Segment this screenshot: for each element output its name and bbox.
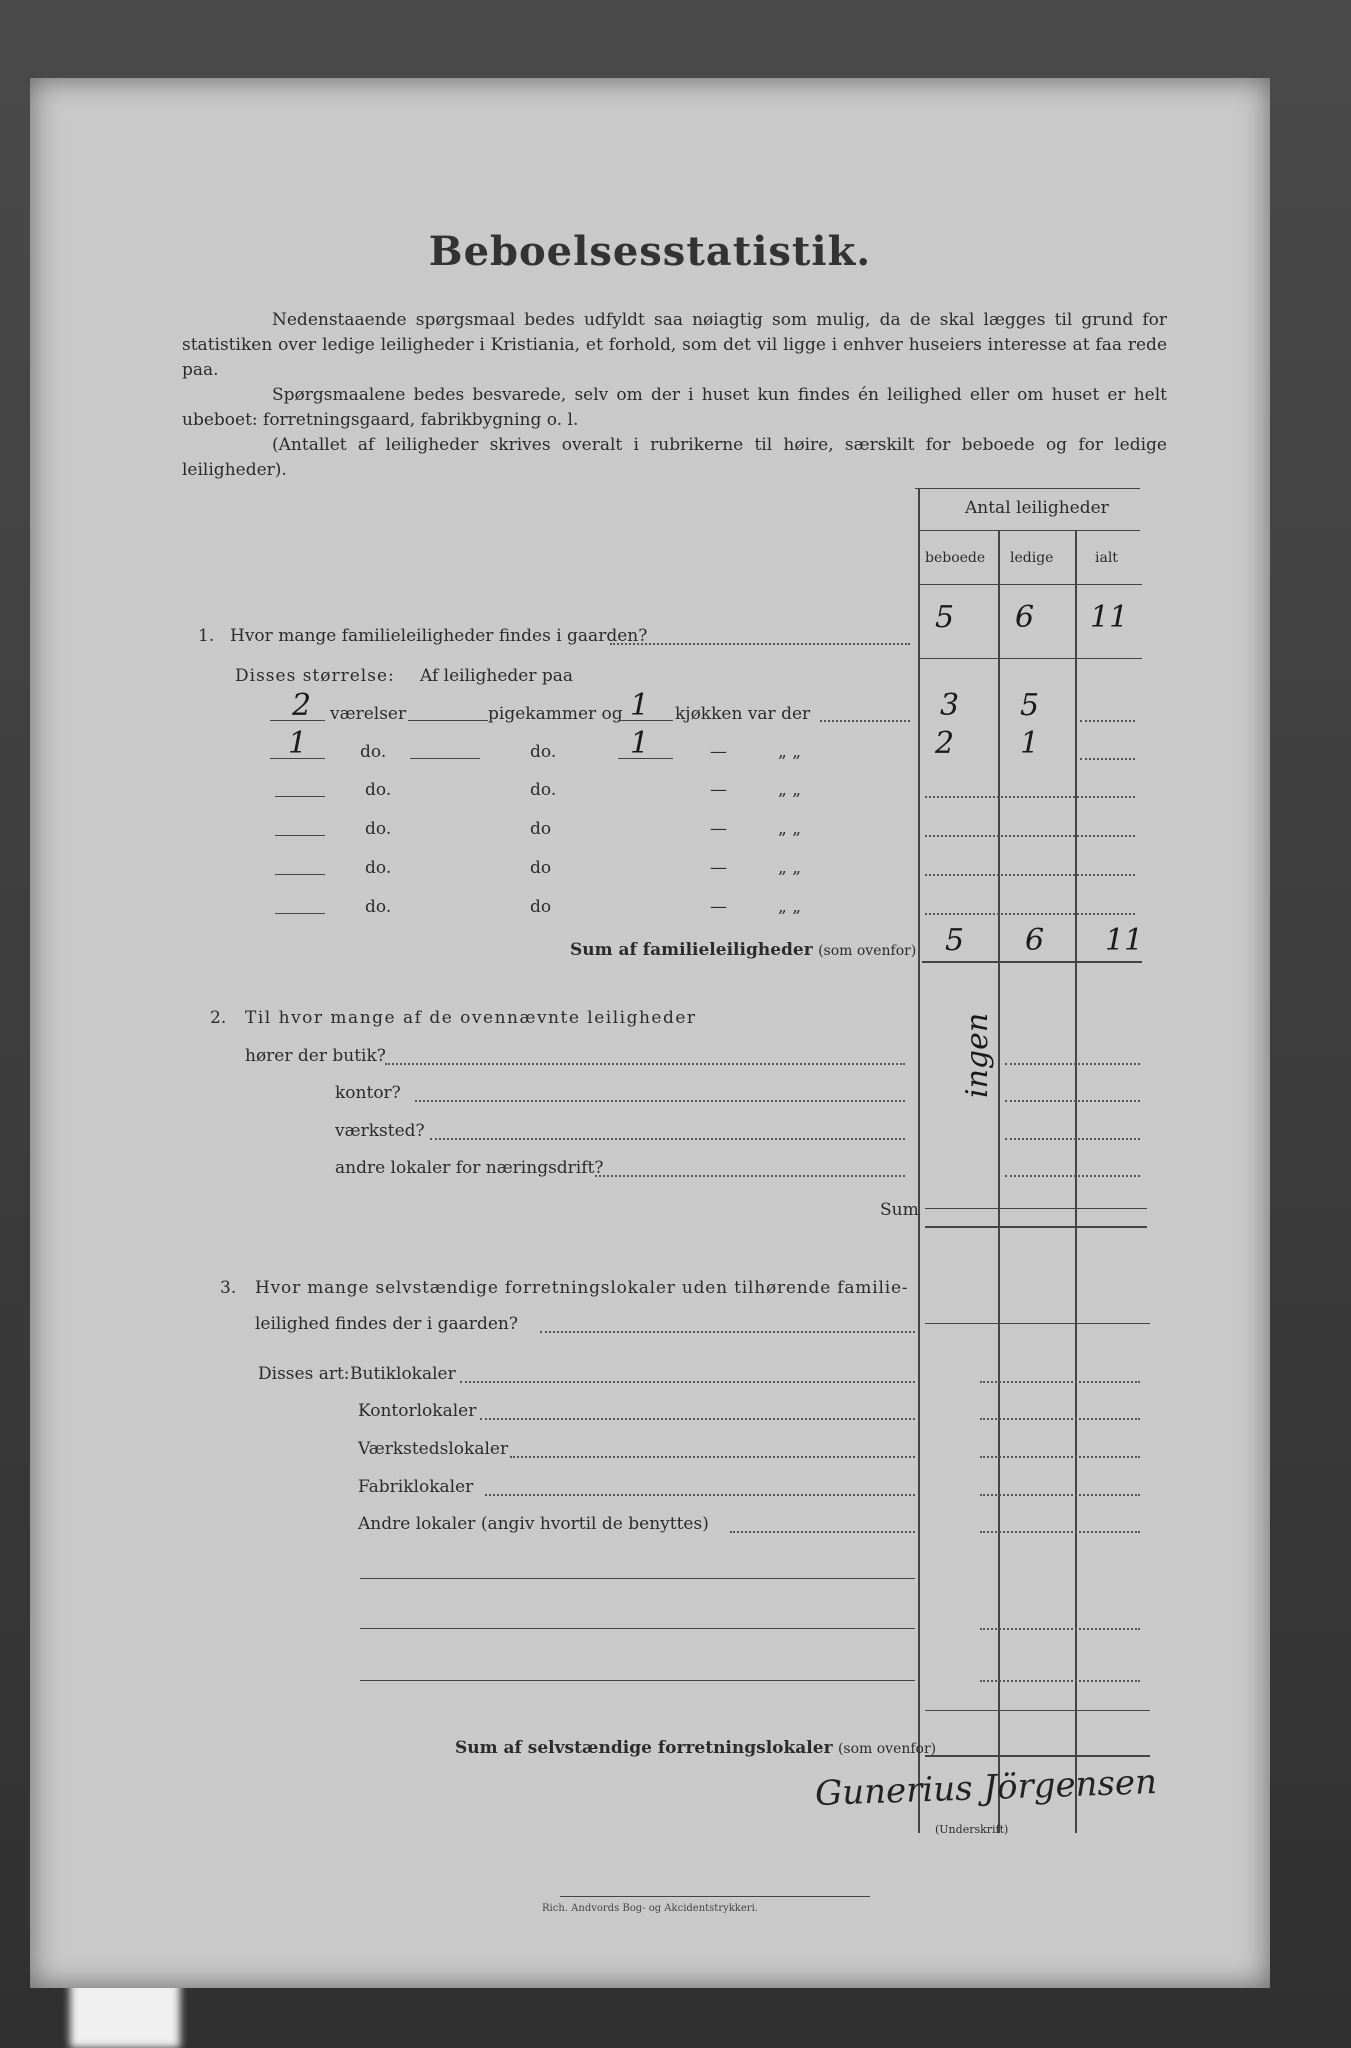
row6-dots: [925, 913, 1135, 915]
q1-sum-ledige: 6: [1025, 923, 1045, 958]
q1-sum-rule: [922, 961, 1142, 963]
q2-col-dots-2: [1005, 1100, 1140, 1102]
q3-question-2: leilighed findes der i gaarden?: [255, 1314, 518, 1334]
q3-answer-rule: [925, 1323, 1150, 1324]
q3-item-andre: Andre lokaler (angiv hvortil de benyttes): [358, 1514, 709, 1534]
row2-ledige: 1: [1020, 726, 1040, 761]
q1-ialt: 11: [1090, 600, 1129, 635]
q2-kontor: kontor?: [335, 1083, 401, 1103]
q2-sum-top-rule: [925, 1208, 1147, 1209]
q3-item-vaerksted: Værkstedslokaler: [358, 1439, 509, 1459]
row1-kitchen-line: [618, 720, 673, 721]
q2-vaerksted: værksted?: [335, 1121, 425, 1141]
q2-col-dots-3: [1005, 1138, 1140, 1140]
row4-dash: —: [710, 819, 727, 839]
row2-rooms: 1: [288, 726, 308, 761]
row5-quote: „ „: [778, 858, 802, 878]
q1-answer-rule: [920, 658, 1142, 659]
q3-col-dots-2: [980, 1418, 1140, 1420]
q2-kontor-dots: [415, 1100, 905, 1102]
q1-beboede: 5: [935, 600, 955, 635]
row4-do2: do: [530, 819, 552, 839]
row2-quote: „ „: [778, 742, 802, 762]
row1-vaerelser: værelser: [330, 704, 407, 724]
q1-leader-dots: [610, 643, 910, 645]
table-subheader-rule: [920, 584, 1142, 585]
col-ialt: ialt: [1095, 550, 1118, 566]
row2-rooms-line: [270, 758, 325, 759]
q3-item-kontor-dots: [480, 1418, 915, 1420]
q3-blank-line-3: [360, 1680, 915, 1681]
q1-af-leiligheder: Af leiligheder paa: [420, 666, 573, 686]
row6-do: do.: [365, 897, 392, 917]
q1-number: 1.: [198, 626, 215, 646]
form-page: [30, 78, 1270, 1988]
q1-sum-suffix: (som ovenfor): [818, 943, 917, 959]
col-ledige: ledige: [1010, 550, 1054, 566]
q3-item-kontor: Kontorlokaler: [358, 1401, 477, 1421]
table-col-divider-2: [1075, 530, 1077, 1833]
row4-dots: [925, 835, 1135, 837]
signature-label: (Underskrift): [935, 1823, 1009, 1836]
q3-disses: Disses art:: [258, 1364, 350, 1384]
row5-dots: [925, 874, 1135, 876]
row1-kitchen: 1: [630, 688, 650, 723]
row3-line: [275, 796, 325, 797]
row1-beboede: 3: [940, 688, 960, 723]
table-group-header: Antal leiligheder: [965, 498, 1109, 518]
q3-col-dots-6: [980, 1628, 1140, 1630]
q3-item-fabrik: Fabriklokaler: [358, 1477, 474, 1497]
row2-kitchen-line: [618, 758, 673, 759]
table-left-border: [918, 488, 920, 1833]
row3-dash: —: [710, 780, 727, 800]
q3-blank-line-1: [360, 1578, 915, 1579]
row2-dash: —: [710, 742, 727, 762]
q3-item-butik-dots: [460, 1381, 915, 1383]
q3-sum-suffix: (som ovenfor): [837, 1741, 937, 1757]
q2-question: Til hvor mange af de ovennævnte leiligheder: [245, 1008, 697, 1028]
q3-item-vaerksted-dots: [510, 1456, 915, 1458]
row1-ialt-dots: [1080, 720, 1135, 722]
q3-blank-line-2: [360, 1628, 915, 1629]
q3-sum-top-rule: [925, 1710, 1150, 1711]
q3-item-fabrik-dots: [485, 1494, 915, 1496]
q3-question-1: Hvor mange selvstændige forretningslokaler uden tilhørende familie-: [255, 1278, 909, 1298]
row2-ialt-dots: [1080, 758, 1135, 760]
q3-col-dots-7: [980, 1680, 1140, 1682]
row1-pige-line: [408, 720, 488, 721]
q1-sum-beboede: 5: [945, 923, 965, 958]
printer-footer: Rich. Andvords Bog- og Akcidentstrykkeri.: [542, 1903, 758, 1914]
q2-butik-dots: [385, 1063, 905, 1065]
row1-pigekammer: pigekammer og: [488, 704, 623, 724]
row5-dash: —: [710, 858, 727, 878]
q3-dots: [540, 1331, 915, 1333]
q1-ledige: 6: [1015, 600, 1035, 635]
q3-item-andre-dots: [730, 1531, 915, 1533]
row3-quote: „ „: [778, 780, 802, 800]
row6-quote: „ „: [778, 897, 802, 917]
q1-question: Hvor mange familieleiligheder findes i gaarden?: [230, 626, 648, 646]
row4-line: [275, 835, 325, 836]
footer-rule: [560, 1896, 870, 1897]
col-beboede: beboede: [925, 550, 986, 566]
row5-do2: do: [530, 858, 552, 878]
table-top-rule: [915, 488, 1140, 489]
row1-rooms: 2: [292, 688, 312, 723]
row2-do: do.: [360, 742, 387, 762]
q2-col-dots-1: [1005, 1063, 1140, 1065]
q3-item-butik: Butiklokaler: [350, 1364, 456, 1384]
table-header-rule: [918, 530, 1140, 531]
q3-col-dots-1: [980, 1381, 1140, 1383]
q2-vaerksted-dots: [430, 1138, 905, 1140]
q3-number: 3.: [220, 1278, 237, 1298]
q1-sum-label: Sum af familieleiligheder: [570, 940, 813, 960]
q2-sum-rule: [925, 1226, 1147, 1228]
signature: Gunerius Jörgensen: [814, 1762, 1158, 1814]
row5-line: [275, 874, 325, 875]
row2-pige-line: [410, 758, 480, 759]
row2-do2: do.: [530, 742, 557, 762]
table-col-divider-1: [998, 530, 1000, 1833]
q2-number: 2.: [210, 1008, 227, 1028]
row3-dots: [925, 796, 1135, 798]
q2-sum-label: Sum: [880, 1200, 919, 1220]
q3-col-dots-4: [980, 1494, 1140, 1496]
row6-do2: do: [530, 897, 552, 917]
q3-col-dots-5: [980, 1531, 1140, 1533]
row2-beboede: 2: [935, 726, 955, 761]
row2-kitchen: 1: [630, 726, 650, 761]
row6-dash: —: [710, 897, 727, 917]
row3-do: do.: [365, 780, 392, 800]
q1-disses: Disses størrelse:: [235, 666, 395, 686]
row6-line: [275, 913, 325, 914]
row1-dots: [820, 720, 910, 722]
q3-col-dots-3: [980, 1456, 1140, 1458]
row1-rooms-line: [270, 720, 325, 721]
q1-sum-ialt: 11: [1105, 923, 1144, 958]
intro-paragraph-3: (Antallet af leiligheder skrives overalt i rubrikerne til høire, særskilt for beboede og for ledige leiligheder).: [182, 435, 1167, 480]
q3-sum-label: Sum af selvstændige forretningslokaler: [455, 1738, 833, 1758]
row5-do: do.: [365, 858, 392, 878]
row1-kjokken: kjøkken var der: [675, 704, 811, 724]
intro-paragraph-2: Spørgsmaalene bedes besvarede, selv om der i huset kun findes én leilighed eller om huset er helt ubeboet: forretningsgaard, fabrikbygning o. l.: [182, 385, 1167, 430]
q2-answer: ingen: [960, 1012, 995, 1098]
page-title: Beboelsesstatistik.: [428, 228, 872, 275]
q3-sum-rule: [925, 1755, 1150, 1757]
row4-do: do.: [365, 819, 392, 839]
row1-ledige: 5: [1020, 688, 1040, 723]
q2-andre: andre lokaler for næringsdrift?: [335, 1158, 604, 1178]
row4-quote: „ „: [778, 819, 802, 839]
q2-andre-dots: [595, 1175, 905, 1177]
q2-col-dots-4: [1005, 1175, 1140, 1177]
row3-do2: do.: [530, 780, 557, 800]
intro-paragraph-1: Nedenstaaende spørgsmaal bedes udfyldt saa nøiagtig som mulig, da de skal lægges til grund for statistiken over ledige leiligheder i Kristiania, et forhold, som det vil ligge i enhver huseiers interesse at faa rede paa.: [182, 310, 1167, 380]
q2-butik: hører der butik?: [245, 1046, 386, 1066]
